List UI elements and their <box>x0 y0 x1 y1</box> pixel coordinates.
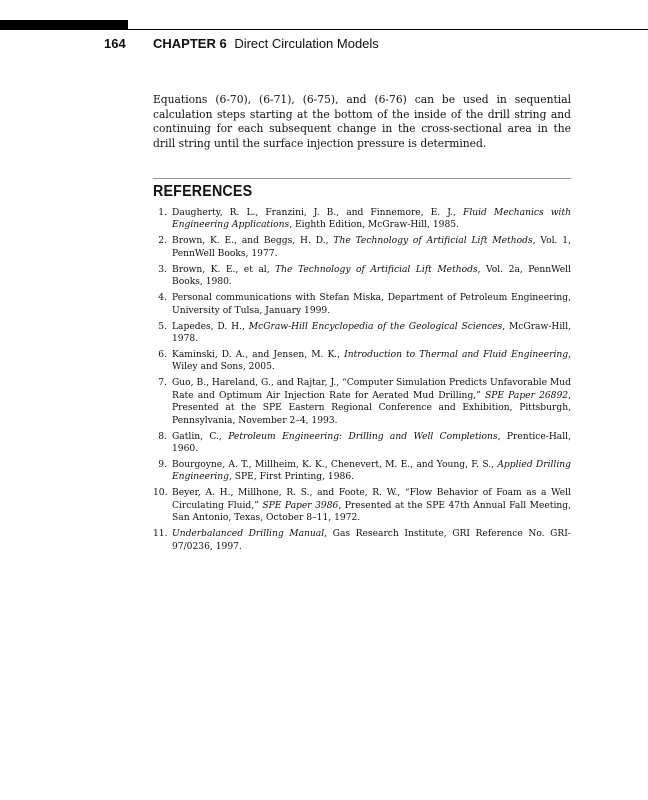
page-number: 164 <box>104 36 126 51</box>
header-rule <box>128 29 648 30</box>
references-list <box>153 207 571 557</box>
body-paragraph: Equations (6-70), (6-71), (6-75), and (6-76) can be used in sequential calculation steps starting at the bottom of the inside of the drill string and continuing for each subsequent change in the cross-sectional area in the drill string until the surface injection pressure is determined. <box>153 93 571 150</box>
reference-item: 3. Brown, K. E., et al, The Technology of Artificial Lift Methods, Vol. 2a, PennWell Books, 1980. <box>158 264 571 288</box>
reference-item: 6. Kaminski, D. A., and Jensen, M. K., Introduction to Thermal and Fluid Engineering, Wiley and Sons, 2005. <box>158 350 571 373</box>
reference-item: 5. Lapedes, D. H., McGraw-Hill Encyclopedia of the Geological Sciences, McGraw-Hill, 1978. <box>158 321 572 345</box>
reference-item: 8. Gatlin, C., Petroleum Engineering: Drilling and Well Completions, Prentice-Hall, 1960. <box>158 431 571 455</box>
chapter-label: CHAPTER 6 <box>153 36 227 51</box>
reference-item: 2. Brown, K. E., and Beggs, H. D., The Technology of Artificial Lift Methods, Vol. 1, PennWell Books, 1977. <box>158 236 571 259</box>
reference-item: 4. Personal communications with Stefan Miska, Department of Petroleum Engineering, University of Tulsa, January 1999. <box>158 293 571 316</box>
reference-item: 9. Bourgoyne, A. T., Millheim, K. K., Chenevert, M. E., and Young, F. S., Applied Drilling Engineering, SPE, First Printing, 1986. <box>158 460 571 483</box>
running-head <box>153 36 379 51</box>
reference-item: 10. Beyer, A. H., Millhone, R. S., and Foote, R. W., “Flow Behavior of Foam as a Well Circulating Fluid,” SPE Paper 3986, Presented at the SPE 47th Annual Fall Meeting, San Antonio, Texas, October 8–11, 1972. <box>153 488 571 524</box>
header-bar <box>0 20 128 30</box>
reference-item: 11. Underbalanced Drilling Manual, Gas Research Institute, GRI Reference No. GRI-97/0236, 1997. <box>153 529 571 552</box>
references-heading: REFERENCES <box>153 183 253 200</box>
section-divider <box>153 178 571 179</box>
reference-item: 1. Daugherty, R. L., Franzini, J. B., and Finnemore, E. J., Fluid Mechanics with Engineering Applications, Eighth Edition, McGraw-Hill, 1985. <box>158 208 571 231</box>
reference-item: 7. Guo, B., Hareland, G., and Rajtar, J., “Computer Simulation Predicts Unfavorable Mud Rate and Optimum Air Injection Rate for Aerated Mud Drilling,” SPE Paper 26892, Presented at the SPE Eastern Regional Conference and Exhibition, Pittsburgh, Pennsylvania, November 2–4, 1993. <box>158 378 571 426</box>
chapter-title: Direct Circulation Models <box>234 36 379 51</box>
